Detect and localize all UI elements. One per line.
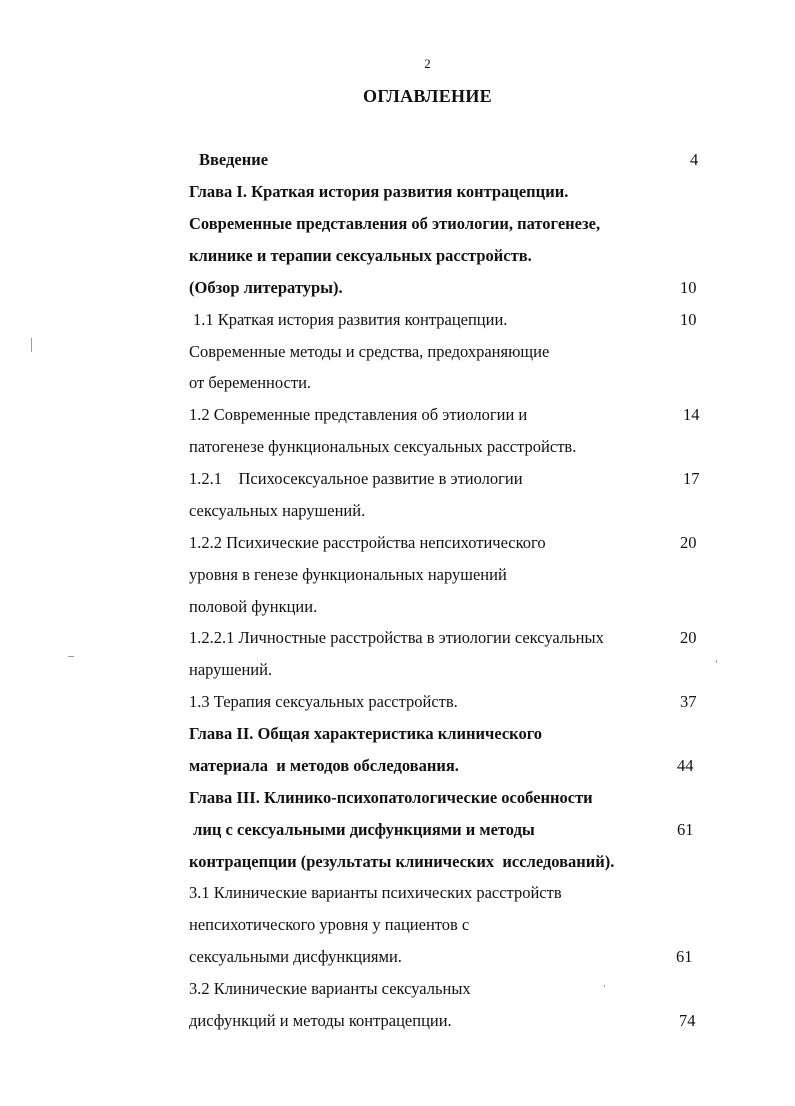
toc-entry-text: 1.3 Терапия сексуальных расстройств. — [189, 692, 458, 711]
toc-entry-page: 10 — [680, 278, 697, 297]
toc-entry-page: 10 — [680, 310, 697, 329]
toc-entry-page: 20 — [680, 533, 697, 552]
toc-entry-text: патогенезе функциональных сексуальных расстройств. — [189, 437, 577, 456]
toc-entry-page: 4 — [690, 150, 699, 169]
toc-entry-text: (Обзор литературы). — [189, 278, 343, 297]
toc-entry-text: 1.2.2 Психические расстройства непсихотического — [189, 533, 546, 552]
toc-entry-text: Глава III. Клинико-психопатологические особенности — [189, 788, 593, 807]
scan-speck — [604, 985, 605, 987]
toc-entry-text: 1.2 Современные представления об этиологии и — [189, 405, 528, 424]
toc-entry-text: Введение — [199, 150, 269, 169]
toc-entry-page: 17 — [683, 469, 700, 488]
toc-entry-text: 3.2 Клинические варианты сексуальных — [189, 979, 471, 998]
toc-entry-text: сексуальными дисфункциями. — [189, 947, 402, 966]
toc-entry-page: 37 — [680, 692, 697, 711]
toc-entry-text: уровня в генезе функциональных нарушений — [189, 565, 507, 584]
toc-entry-page: 61 — [676, 947, 693, 966]
toc-entry-text: Глава I. Краткая история развития контрацепции. — [189, 182, 569, 201]
toc-entry-page: 20 — [680, 628, 697, 647]
toc-entry-text: материала и методов обследования. — [189, 756, 459, 775]
scan-speck — [31, 338, 32, 352]
toc-entry-text: 1.2.1 Психосексуальное развитие в этиологии — [189, 469, 523, 488]
toc-entry-text: Глава II. Общая характеристика клинического — [189, 724, 543, 743]
toc-entry-page: 44 — [677, 756, 694, 775]
toc-entry-text: нарушений. — [189, 660, 273, 679]
toc-entry-page: 14 — [683, 405, 700, 424]
page-number: 2 — [424, 56, 431, 71]
toc-entry-text: 1.2.2.1 Личностные расстройства в этиологии сексуальных — [189, 628, 604, 647]
toc-entry-text: 1.1 Краткая история развития контрацепции. — [193, 310, 508, 329]
toc-entry-text: 3.1 Клинические варианты психических расстройств — [189, 883, 562, 902]
toc-entry-text: сексуальных нарушений. — [189, 501, 366, 520]
scan-speck — [716, 660, 717, 663]
toc-entry-page: 61 — [677, 820, 694, 839]
toc-entry-text: клинике и терапии сексуальных расстройств. — [189, 246, 532, 265]
toc-entry-text: непсихотического уровня у пациентов с — [189, 915, 470, 934]
toc-entry-page: 74 — [679, 1011, 696, 1030]
toc-entry-text: лиц с сексуальными дисфункциями и методы — [189, 820, 535, 839]
toc-entry-text: Современные методы и средства, предохраняющие — [189, 342, 550, 361]
toc-entry-text: от беременности. — [189, 373, 312, 392]
toc-entry-text: Современные представления об этиологии, патогенезе, — [189, 214, 601, 233]
toc-entry-text: половой функции. — [189, 597, 318, 616]
scan-speck — [68, 656, 74, 657]
toc-entry-text: контрацепции (результаты клинических исследований). — [189, 852, 615, 871]
page-title: ОГЛАВЛЕНИЕ — [363, 86, 492, 106]
toc-entry-text: дисфункций и методы контрацепции. — [189, 1011, 452, 1030]
